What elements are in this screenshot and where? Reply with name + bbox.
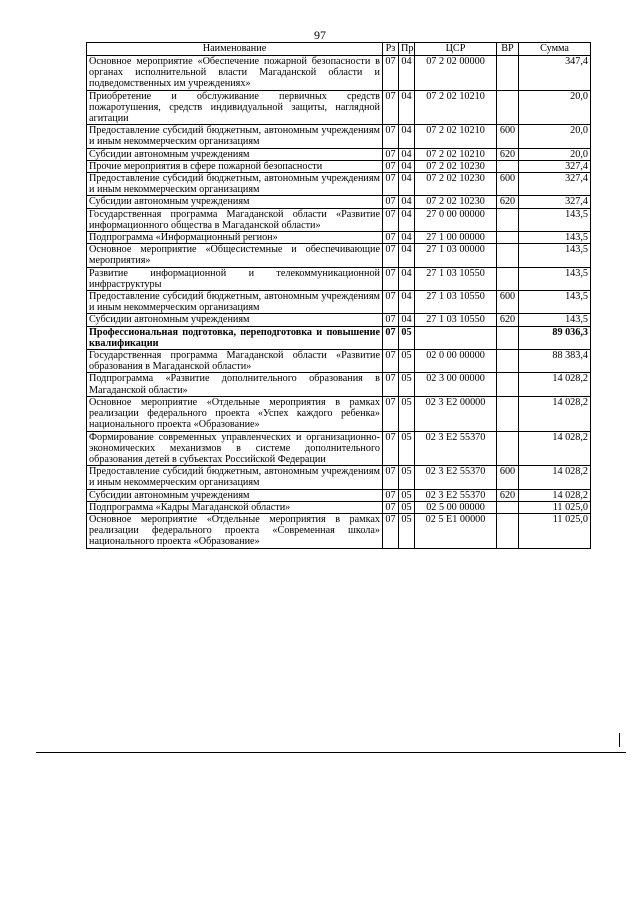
row-sum-cell: 347,4 [519, 56, 591, 91]
row-vr-cell [497, 267, 519, 290]
table-row [87, 373, 591, 396]
table-row [87, 160, 591, 172]
row-rz-cell: 07 [383, 431, 399, 466]
row-vr-cell: 620 [497, 148, 519, 160]
row-name-cell: Основное мероприятие «Обеспечение пожарной безопасности в органах исполнительной власти Магаданской области и подведомственных им учреждениях» [87, 56, 383, 91]
row-pr-cell: 04 [399, 244, 415, 267]
row-sum-cell: 20,0 [519, 90, 591, 125]
row-rz-cell: 07 [383, 267, 399, 290]
row-vr-cell [497, 208, 519, 231]
row-pr-cell: 05 [399, 501, 415, 513]
row-sum-cell: 89 036,3 [519, 326, 591, 349]
row-name-cell: Прочие мероприятия в сфере пожарной безопасности [87, 160, 383, 172]
row-vr-cell [497, 232, 519, 244]
row-rz-cell: 07 [383, 90, 399, 125]
table-row [87, 466, 591, 489]
row-name-cell: Субсидии автономным учреждениям [87, 196, 383, 208]
row-rz-cell: 07 [383, 196, 399, 208]
row-rz-cell: 07 [383, 173, 399, 196]
row-name-cell: Государственная программа Магаданской области «Развитие информационного общества в Магаданской области» [87, 208, 383, 231]
table-row [87, 291, 591, 314]
row-pr-cell: 04 [399, 173, 415, 196]
table-row [87, 350, 591, 373]
header-name: Наименование [87, 43, 383, 56]
row-name-cell: Развитие информационной и телекоммуникационной инфраструктуры [87, 267, 383, 290]
row-rz-cell: 07 [383, 232, 399, 244]
row-pr-cell: 05 [399, 489, 415, 501]
row-vr-cell [497, 56, 519, 91]
row-csr-cell: 27 1 03 10550 [415, 314, 497, 326]
row-pr-cell: 04 [399, 208, 415, 231]
row-pr-cell: 05 [399, 373, 415, 396]
row-rz-cell: 07 [383, 350, 399, 373]
table-row [87, 196, 591, 208]
margin-mark [619, 733, 620, 747]
row-csr-cell: 07 2 02 00000 [415, 56, 497, 91]
row-pr-cell: 04 [399, 196, 415, 208]
row-name-cell: Подпрограмма «Развитие дополнительного образования в Магаданской области» [87, 373, 383, 396]
row-vr-cell [497, 501, 519, 513]
row-sum-cell: 327,4 [519, 196, 591, 208]
row-vr-cell [497, 244, 519, 267]
row-sum-cell: 11 025,0 [519, 501, 591, 513]
row-name-cell: Приобретение и обслуживание первичных средств пожаротушения, средств индивидуальной защиты, наглядной агитации [87, 90, 383, 125]
row-csr-cell: 02 0 00 00000 [415, 350, 497, 373]
row-pr-cell: 05 [399, 513, 415, 548]
table-row [87, 244, 591, 267]
table-row [87, 232, 591, 244]
row-csr-cell: 02 3 E2 55370 [415, 431, 497, 466]
row-name-cell: Подпрограмма «Информационный регион» [87, 232, 383, 244]
page-number: 97 [314, 28, 326, 42]
row-csr-cell: 27 1 00 00000 [415, 232, 497, 244]
table-body [87, 56, 591, 549]
row-pr-cell: 04 [399, 267, 415, 290]
row-csr-cell: 02 3 00 00000 [415, 373, 497, 396]
row-csr-cell: 02 3 E2 00000 [415, 396, 497, 431]
row-sum-cell: 327,4 [519, 160, 591, 172]
row-sum-cell: 11 025,0 [519, 513, 591, 548]
row-sum-cell: 20,0 [519, 148, 591, 160]
row-name-cell: Основное мероприятие «Общесистемные и обеспечивающие мероприятия» [87, 244, 383, 267]
row-csr-cell: 07 2 02 10230 [415, 196, 497, 208]
row-csr-cell: 02 3 E2 55370 [415, 489, 497, 501]
row-rz-cell: 07 [383, 501, 399, 513]
row-pr-cell: 05 [399, 350, 415, 373]
row-csr-cell: 07 2 02 10210 [415, 125, 497, 148]
table-row [87, 267, 591, 290]
table-row [87, 56, 591, 91]
table-row [87, 173, 591, 196]
table-row [87, 90, 591, 125]
row-name-cell: Государственная программа Магаданской области «Развитие образования в Магаданской области» [87, 350, 383, 373]
footer-divider [36, 752, 626, 753]
row-vr-cell [497, 350, 519, 373]
row-csr-cell: 27 1 03 00000 [415, 244, 497, 267]
row-name-cell: Профессиональная подготовка, переподготовка и повышение квалификации [87, 326, 383, 349]
table-row [87, 501, 591, 513]
row-vr-cell: 620 [497, 314, 519, 326]
row-name-cell: Формирование современных управленческих и организационно-экономических механизмов в системе дополнительного образования детей в субъектах Российской Федерации [87, 431, 383, 466]
row-rz-cell: 07 [383, 160, 399, 172]
header-csr: ЦСР [415, 43, 497, 56]
row-csr-cell: 27 1 03 10550 [415, 267, 497, 290]
row-rz-cell: 07 [383, 396, 399, 431]
header-vr: ВР [497, 43, 519, 56]
row-pr-cell: 04 [399, 148, 415, 160]
table-row [87, 431, 591, 466]
row-pr-cell: 05 [399, 396, 415, 431]
row-pr-cell: 04 [399, 314, 415, 326]
row-csr-cell: 27 1 03 10550 [415, 291, 497, 314]
row-rz-cell: 07 [383, 208, 399, 231]
row-pr-cell: 04 [399, 125, 415, 148]
row-csr-cell: 02 5 E1 00000 [415, 513, 497, 548]
row-name-cell: Предоставление субсидий бюджетным, автономным учреждениям и иным некоммерческим организациям [87, 125, 383, 148]
row-name-cell: Субсидии автономным учреждениям [87, 148, 383, 160]
row-sum-cell: 327,4 [519, 173, 591, 196]
row-pr-cell: 04 [399, 160, 415, 172]
row-vr-cell: 600 [497, 125, 519, 148]
row-vr-cell [497, 160, 519, 172]
row-csr-cell: 02 3 E2 55370 [415, 466, 497, 489]
row-sum-cell: 14 028,2 [519, 396, 591, 431]
row-vr-cell: 600 [497, 291, 519, 314]
table-row [87, 125, 591, 148]
row-name-cell: Предоставление субсидий бюджетным, автономным учреждениям и иным некоммерческим организациям [87, 291, 383, 314]
row-name-cell: Предоставление субсидий бюджетным, автономным учреждениям и иным некоммерческим организациям [87, 466, 383, 489]
row-csr-cell [415, 326, 497, 349]
row-vr-cell: 620 [497, 196, 519, 208]
table-row [87, 396, 591, 431]
row-csr-cell: 07 2 02 10230 [415, 160, 497, 172]
row-sum-cell: 14 028,2 [519, 489, 591, 501]
budget-table [86, 42, 591, 549]
row-name-cell: Подпрограмма «Кадры Магаданской области» [87, 501, 383, 513]
row-vr-cell [497, 326, 519, 349]
row-pr-cell: 04 [399, 90, 415, 125]
row-pr-cell: 04 [399, 56, 415, 91]
row-vr-cell [497, 90, 519, 125]
row-sum-cell: 14 028,2 [519, 466, 591, 489]
table-row [87, 314, 591, 326]
row-name-cell: Основное мероприятие «Отдельные мероприятия в рамках реализации федерального проекта «Современная школа» национального проекта «Образование» [87, 513, 383, 548]
table-row [87, 326, 591, 349]
row-sum-cell: 143,5 [519, 208, 591, 231]
header-sum: Сумма [519, 43, 591, 56]
header-rz: Рз [383, 43, 399, 56]
row-sum-cell: 14 028,2 [519, 431, 591, 466]
row-sum-cell: 20,0 [519, 125, 591, 148]
row-vr-cell [497, 513, 519, 548]
table-row [87, 148, 591, 160]
row-pr-cell: 05 [399, 326, 415, 349]
row-name-cell: Предоставление субсидий бюджетным, автономным учреждениям и иным некоммерческим организациям [87, 173, 383, 196]
table-row [87, 513, 591, 548]
row-sum-cell: 143,5 [519, 244, 591, 267]
row-rz-cell: 07 [383, 466, 399, 489]
row-vr-cell [497, 396, 519, 431]
row-rz-cell: 07 [383, 314, 399, 326]
row-sum-cell: 143,5 [519, 314, 591, 326]
row-pr-cell: 05 [399, 466, 415, 489]
row-pr-cell: 04 [399, 291, 415, 314]
row-pr-cell: 05 [399, 431, 415, 466]
row-csr-cell: 27 0 00 00000 [415, 208, 497, 231]
row-vr-cell: 620 [497, 489, 519, 501]
row-vr-cell [497, 373, 519, 396]
table-row [87, 208, 591, 231]
row-rz-cell: 07 [383, 244, 399, 267]
row-rz-cell: 07 [383, 513, 399, 548]
row-csr-cell: 07 2 02 10210 [415, 148, 497, 160]
row-vr-cell: 600 [497, 466, 519, 489]
row-vr-cell: 600 [497, 173, 519, 196]
header-pr: Пр [399, 43, 415, 56]
row-csr-cell: 07 2 02 10210 [415, 90, 497, 125]
row-rz-cell: 07 [383, 148, 399, 160]
row-name-cell: Субсидии автономным учреждениям [87, 489, 383, 501]
row-sum-cell: 143,5 [519, 267, 591, 290]
row-name-cell: Субсидии автономным учреждениям [87, 314, 383, 326]
row-vr-cell [497, 431, 519, 466]
table-row [87, 489, 591, 501]
row-rz-cell: 07 [383, 326, 399, 349]
row-rz-cell: 07 [383, 291, 399, 314]
row-rz-cell: 07 [383, 125, 399, 148]
row-rz-cell: 07 [383, 56, 399, 91]
row-sum-cell: 14 028,2 [519, 373, 591, 396]
row-sum-cell: 143,5 [519, 291, 591, 314]
row-name-cell: Основное мероприятие «Отдельные мероприятия в рамках реализации федерального проекта «Успех каждого ребенка» национального проекта «Образование» [87, 396, 383, 431]
row-sum-cell: 88 383,4 [519, 350, 591, 373]
row-rz-cell: 07 [383, 373, 399, 396]
row-pr-cell: 04 [399, 232, 415, 244]
row-rz-cell: 07 [383, 489, 399, 501]
row-csr-cell: 02 5 00 00000 [415, 501, 497, 513]
table-header-row [87, 43, 591, 56]
row-sum-cell: 143,5 [519, 232, 591, 244]
row-csr-cell: 07 2 02 10230 [415, 173, 497, 196]
